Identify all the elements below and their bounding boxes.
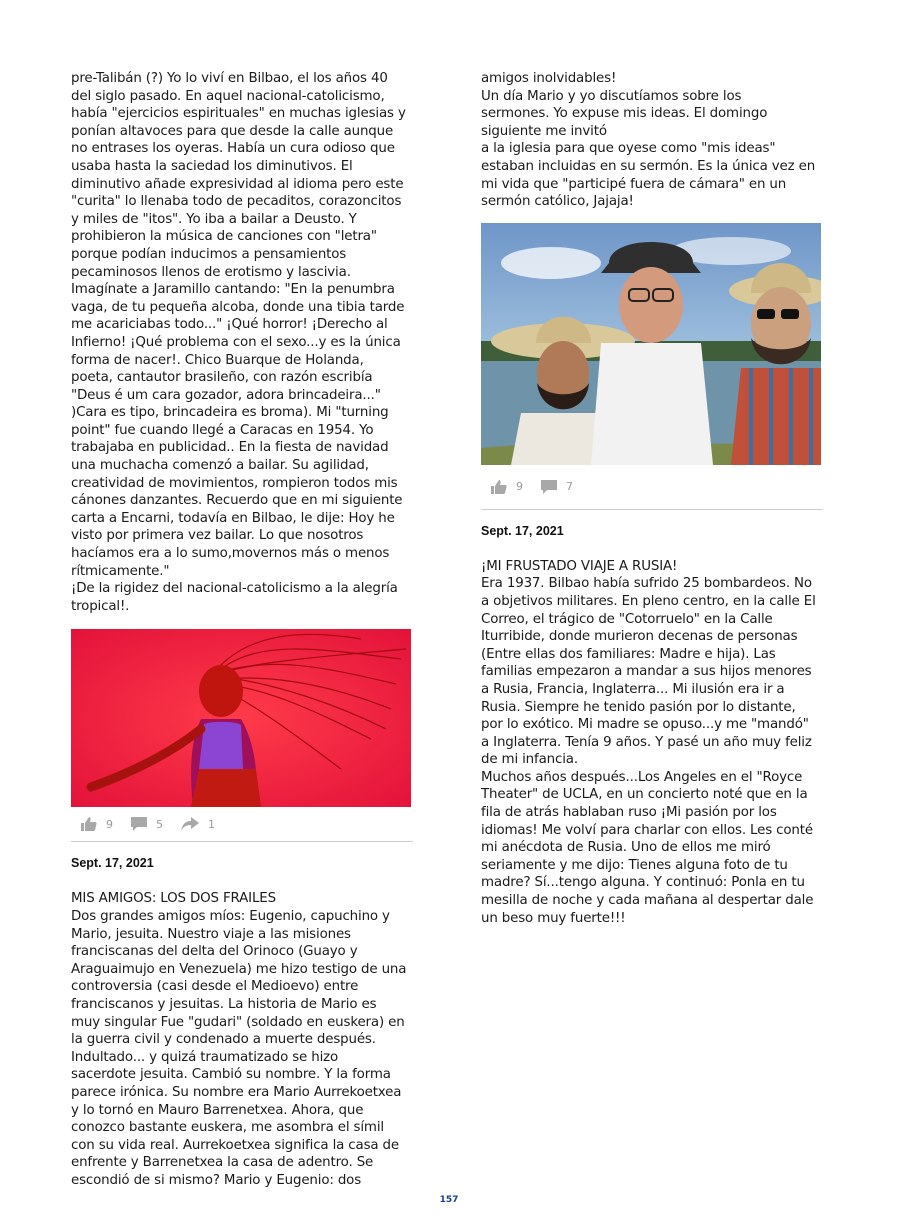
- like-count: 9: [106, 817, 113, 831]
- thumbs-up-icon: [491, 480, 507, 494]
- right-column: [481, 70, 823, 927]
- left-column: [71, 70, 413, 1190]
- post-date: Sept. 17, 2021: [481, 523, 564, 538]
- comment-count: 7: [566, 480, 573, 494]
- page-number: 157: [439, 1195, 459, 1205]
- comment-icon: [131, 817, 147, 831]
- post-continued-text: amigos inolvidables! Un día Mario y yo discutíamos sobre los sermones. Yo expuse mis ideas. El domingo siguiente me invitó a la iglesia para que oyese como "mis ideas" estaban incluidas en su sermón. Es la única vez en mi vida que "participé fuera de cámara" en un sermón católico, Jajaja!: [481, 71, 816, 210]
- post-stats: [481, 465, 823, 509]
- thumbs-up-icon: [81, 817, 97, 831]
- post-divider: [481, 509, 823, 510]
- comment-icon: [541, 480, 557, 494]
- three-men-photo: [481, 223, 821, 465]
- like-stat[interactable]: [81, 817, 113, 831]
- share-count: 1: [208, 817, 215, 831]
- post-date: Sept. 17, 2021: [71, 856, 154, 871]
- like-stat[interactable]: [491, 480, 523, 494]
- share-stat[interactable]: [181, 817, 215, 831]
- post-text: ¡MI FRUSTADO VIAJE A RUSIA! Era 1937. Bilbao había sufrido 25 bombardeos. No a objetivos militares. En pleno centro, en la calle El Correo, el trágico de "Cotorruelo" en la Calle Iturribide, donde murieron decenas de personas (Entre ellas dos familiares: Madre e hija). Las familias empezaron a mandar a sus hijos menores a Rusia, Francia, Inglaterra... Mi ilusión era ir a Rusia. Siempre he tenido pasión por lo distante, por lo exótico. Mi madre se opuso...y me "mandó" a Inglaterra. Tenía 9 años. Y pasé un año muy feliz de mi infancia. Muchos años después...Los Angeles en el "Royce Theater" de UCLA, en un concierto noté que en la fila de atrás hablaban ruso ¡Mi pasión por los idiomas! Me volví para charlar con ellos. Les conté mi anécdota de Rusia. Uno de ellos me miró seriamente y me dijo: Tienes alguna foto de tu madre? Sí...tengo alguna. Y continuó: Ponla en tu mesilla de noche y cada mañana al despertar dale un beso muy fuerte!!!: [481, 558, 816, 926]
- like-count: 9: [516, 480, 523, 494]
- comment-stat[interactable]: [131, 817, 163, 831]
- share-icon: [181, 817, 199, 831]
- comment-stat[interactable]: [541, 480, 573, 494]
- post-stats: [71, 807, 413, 841]
- dancer-photo: [71, 629, 411, 807]
- post-text: MIS AMIGOS: LOS DOS FRAILES Dos grandes amigos míos: Eugenio, capuchino y Mario, jesuita. Nuestro viaje a las misiones franciscanas del delta del Orinoco (Guayo y Araguaimujo en Venezuela) me hizo testigo de una controversia (casi desde el Medioevo) entre franciscanos y jesuitas. La historia de Mario es muy singular Fue "gudari" (soldado en euskera) en la guerra civil y condenado a muerte después. Indultado... y quizá traumatizado se hizo sacerdote jesuita. Cambió su nombre. Y la forma parece irónica. Su nombre era Mario Aurrekoetxea y lo tornó en Mauro Barrenetxea. Ahora, que conozco bastante euskera, me asombra el símil con su vida real. Aurrekoetxea significa la casa de enfrente y Barrenetxea la casa de adentro. Se escondió de si mismo? Mario y Eugenio: dos: [71, 891, 407, 1188]
- post-divider: [71, 841, 413, 842]
- post-continued-text: pre-Talibán (?) Yo lo viví en Bilbao, el los años 40 del siglo pasado. En aquel nacional-catolicismo, había "ejercicios espirituales" en muchas iglesias y ponían altavoces para que desde la calle aunque no entrases los oyeras. Había un cura odioso que usaba hasta la saciedad los diminutivos. El diminutivo añade expresividad al idioma pero este "curita" lo llenaba todo de pecaditos, corazoncitos y miles de "itos". Yo iba a bailar a Deusto. Y prohibieron la música de canciones con "letra" porque podían inducimos a pensamientos pecaminosos llenos de erotismo y lascivia. Imagínate a Jaramillo cantando: "En la penumbra vaga, de tu pequeña alcoba, donde una tibia tarde me acariciabas todo..." ¡Qué horror! ¡Derecho al Infierno! ¡Qué problema con el sexo...y es la única forma de nacer!. Chico Buarque de Holanda, poeta, cantautor brasileño, con razón escribía "Deus é um cara gozador, adora brincadeira..." )Cara es tipo, brincadeira es broma). Mi "turning point" fue cuando llegé a Caracas en 1954. Yo trabajaba en publicidad.. En la fiesta de navidad una muchacha comenzó a bailar. Su agilidad, creatividad de movimientos, rompieron todos mis cánones danzantes. Recuerdo que en mi siguiente carta a Encarni, todavía en Bilbao, le dije: Hoy he visto por primera vez bailar. Lo que nosotros hacíamos era a lo sumo,movernos más o menos rítmicamente." ¡De la rigidez del nacional-catolicismo a la alegría tropical!.: [71, 71, 406, 614]
- comment-count: 5: [156, 817, 163, 831]
